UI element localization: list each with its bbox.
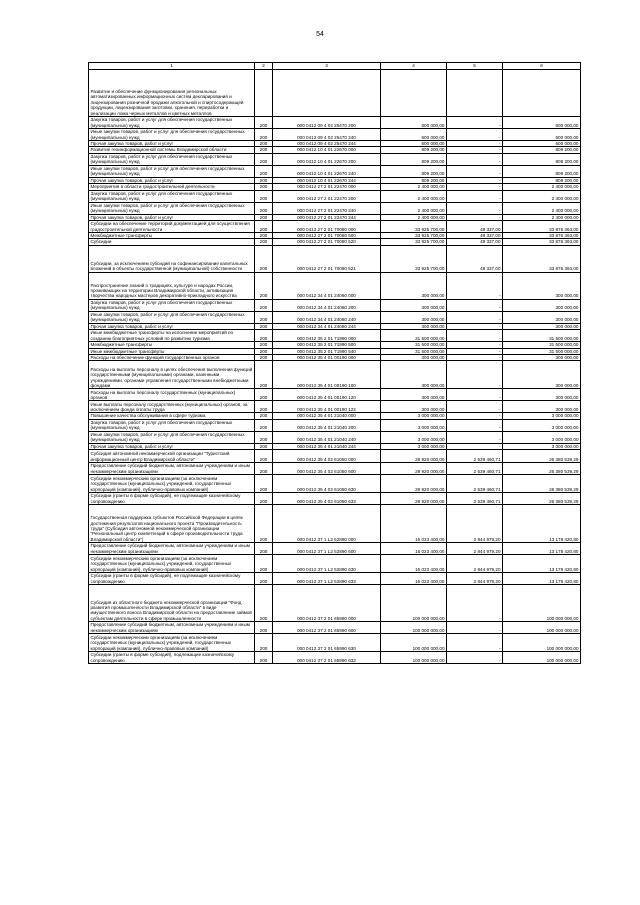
row-classifier-code-cell: 000 0412 09 4 02 25470 244 xyxy=(273,141,381,147)
row-total-amount-cell: 33 876 363,00 xyxy=(503,239,581,245)
row-name-cell: Мероприятия в области градостроительной деятельности xyxy=(89,184,255,190)
row-name-cell: Субсидии (гранты в форме субсидий), не подлежащие казначейскому сопровождению xyxy=(89,493,255,505)
row-approved-amount-cell: 28 920 000,00 xyxy=(381,475,447,493)
row-total-amount-cell: 33 876 363,00 xyxy=(503,245,581,272)
row-name-cell: Закупка товаров, работ и услуг для обеспечения государственных (муниципальных) нужд xyxy=(89,153,255,165)
row-change-amount-cell: 49 337,00 xyxy=(447,239,503,245)
row-total-amount-cell: 300 000,00 xyxy=(503,355,581,361)
row-total-amount-cell: 100 000 000,00 xyxy=(503,652,581,664)
table-row xyxy=(89,401,581,413)
row-name-cell: Распространение знаний о традициях, культуре и народах России, проживающих на территории Владимирской области, активизация творчества народных мастеров декоративно-прикладного искусства xyxy=(89,272,255,299)
row-total-amount-cell: 2 400 000,00 xyxy=(503,202,581,214)
row-code-200-cell: 200 xyxy=(255,233,273,239)
row-code-200-cell: 200 xyxy=(255,299,273,311)
table-row xyxy=(89,202,581,214)
row-name-cell: Иные межбюджетные трансферты на исполнение мероприятий по созданию благоприятных условий по развитию туризма xyxy=(89,330,255,342)
table-row xyxy=(89,165,581,177)
row-code-200-cell: 200 xyxy=(255,431,273,443)
row-name-cell: Прочая закупка товаров, работ и услуг xyxy=(89,214,255,220)
row-classifier-code-cell: 000 0412 35 2 01 71990 540 xyxy=(273,348,381,354)
row-approved-amount-cell: 809 200,00 xyxy=(381,147,447,153)
row-approved-amount-cell: 33 925 700,00 xyxy=(381,245,447,272)
row-total-amount-cell: 3 000 000,00 xyxy=(503,413,581,419)
table-row xyxy=(89,221,581,233)
row-name-cell: Субсидии (гранты в форме субсидий), подлежащие казначейскому сопровождению xyxy=(89,652,255,664)
row-total-amount-cell: 26 380 539,29 xyxy=(503,450,581,463)
row-change-amount-cell: 2 844 979,20 xyxy=(447,555,503,573)
row-total-amount-cell: 3 000 000,00 xyxy=(503,431,581,443)
row-change-amount-cell: - xyxy=(447,147,503,153)
row-classifier-code-cell: 000 0412 37 2 01 65990 630 xyxy=(273,634,381,652)
table-row xyxy=(89,555,581,573)
row-code-200-cell: 200 xyxy=(255,361,273,389)
row-code-200-cell: 200 xyxy=(255,214,273,220)
row-code-200-cell: 200 xyxy=(255,389,273,401)
row-code-200-cell: 200 xyxy=(255,475,273,493)
row-approved-amount-cell: 2 400 000,00 xyxy=(381,184,447,190)
row-name-cell: Субсидии xyxy=(89,239,255,245)
row-code-200-cell: 200 xyxy=(255,450,273,463)
row-code-200-cell: 200 xyxy=(255,117,273,129)
row-approved-amount-cell: 300 000,00 xyxy=(381,401,447,413)
table-header-row xyxy=(89,63,581,70)
row-name-cell: Предоставление субсидий бюджетным, автономным учреждениям и иным некоммерческим организациям xyxy=(89,463,255,475)
row-total-amount-cell: 809 200,00 xyxy=(503,153,581,165)
row-change-amount-cell: 2 844 979,20 xyxy=(447,573,503,585)
row-classifier-code-cell: 000 0412 27 2 01 22470 240 xyxy=(273,202,381,214)
row-total-amount-cell: 13 178 420,80 xyxy=(503,505,581,543)
row-code-200-cell: 200 xyxy=(255,348,273,354)
row-change-amount-cell: - xyxy=(447,184,503,190)
row-change-amount-cell: - xyxy=(447,401,503,413)
table-row xyxy=(89,272,581,299)
row-total-amount-cell: 600 000,00 xyxy=(503,141,581,147)
row-change-amount-cell: - xyxy=(447,141,503,147)
table-row xyxy=(89,117,581,129)
row-code-200-cell: 200 xyxy=(255,505,273,543)
row-change-amount-cell: - xyxy=(447,389,503,401)
row-classifier-code-cell: 000 0412 35 4 02 61050 633 xyxy=(273,493,381,505)
row-approved-amount-cell: 300 000,00 xyxy=(381,272,447,299)
row-code-200-cell: 200 xyxy=(255,239,273,245)
row-change-amount-cell: 49 337,00 xyxy=(447,221,503,233)
row-name-cell: Развитие и обеспечение функционирования региональных автоматизированных информационных систем декларирования и лицензирования розничной продажи алкогольной и спиртосодержащей продукции, лицензирования заготовки, хранения, переработки и реализации лома черных металлов и цветных металлов xyxy=(89,70,255,117)
row-name-cell: Повышение качества обслуживания в сфере туризма xyxy=(89,413,255,419)
table-row xyxy=(89,652,581,664)
row-change-amount-cell: 2 539 460,71 xyxy=(447,463,503,475)
table-row xyxy=(89,450,581,463)
row-code-200-cell: 200 xyxy=(255,463,273,475)
row-classifier-code-cell: 000 0412 34 4 01 24060 240 xyxy=(273,311,381,323)
row-name-cell: Прочая закупка товаров, работ и услуг xyxy=(89,141,255,147)
row-classifier-code-cell: 000 0412 35 4 01 00190 100 xyxy=(273,361,381,389)
table-row xyxy=(89,543,581,555)
row-classifier-code-cell: 000 0412 34 4 01 24060 000 xyxy=(273,272,381,299)
row-approved-amount-cell: 3 000 000,00 xyxy=(381,443,447,449)
row-name-cell: Субсидия из областного бюджета некоммерческой организации "Фонд развития промышленности Владимирской области" в виде имущественного взноса Владимирской области на предоставление займов субъектам деятельности в сфере промышленности xyxy=(89,585,255,622)
table-row xyxy=(89,419,581,431)
row-approved-amount-cell: 2 400 000,00 xyxy=(381,190,447,202)
table-row xyxy=(89,361,581,389)
row-name-cell: Прочая закупка товаров, работ и услуг xyxy=(89,177,255,183)
row-code-200-cell: 200 xyxy=(255,245,273,272)
row-total-amount-cell: 26 380 539,29 xyxy=(503,493,581,505)
row-name-cell: Субсидии некоммерческим организациям (за исключением государственных (муниципальных) учреждений, государственных корпораций (компаний), публично-правовых компаний) xyxy=(89,475,255,493)
table-row xyxy=(89,245,581,272)
table-row xyxy=(89,622,581,634)
row-change-amount-cell: - xyxy=(447,202,503,214)
row-total-amount-cell: 2 400 000,00 xyxy=(503,184,581,190)
row-approved-amount-cell: 31 500 000,00 xyxy=(381,330,447,342)
row-code-200-cell: 200 xyxy=(255,147,273,153)
row-approved-amount-cell: 300 000,00 xyxy=(381,355,447,361)
row-classifier-code-cell: 000 0412 09 4 02 25470 200 xyxy=(273,117,381,129)
row-total-amount-cell: 809 200,00 xyxy=(503,147,581,153)
table-row xyxy=(89,463,581,475)
row-total-amount-cell: 809 200,00 xyxy=(503,165,581,177)
row-total-amount-cell: 13 178 420,80 xyxy=(503,573,581,585)
row-approved-amount-cell: 600 000,00 xyxy=(381,141,447,147)
row-code-200-cell: 200 xyxy=(255,141,273,147)
row-classifier-code-cell: 000 0412 35 4 01 00190 000 xyxy=(273,355,381,361)
column-header: 3 xyxy=(273,63,381,70)
row-total-amount-cell: 809 200,00 xyxy=(503,177,581,183)
row-change-amount-cell: - xyxy=(447,355,503,361)
row-approved-amount-cell: 809 200,00 xyxy=(381,177,447,183)
row-change-amount-cell: - xyxy=(447,342,503,348)
row-change-amount-cell: - xyxy=(447,214,503,220)
row-code-200-cell: 200 xyxy=(255,177,273,183)
row-classifier-code-cell: 000 0412 09 4 02 25470 240 xyxy=(273,129,381,141)
row-total-amount-cell: 100 000 000,00 xyxy=(503,634,581,652)
row-change-amount-cell: - xyxy=(447,330,503,342)
row-code-200-cell: 200 xyxy=(255,272,273,299)
row-change-amount-cell: 2 844 979,20 xyxy=(447,505,503,543)
row-classifier-code-cell: 000 0412 27 2 01 70080 000 xyxy=(273,221,381,233)
row-name-cell: Предоставление субсидий бюджетным, автономным учреждениям и иным некоммерческим организациям xyxy=(89,622,255,634)
row-total-amount-cell: 31 500 000,00 xyxy=(503,342,581,348)
row-name-cell: Расходы на обеспечение функций государственных органов xyxy=(89,355,255,361)
row-approved-amount-cell: 33 925 700,00 xyxy=(381,233,447,239)
row-code-200-cell: 200 xyxy=(255,622,273,634)
budget-table xyxy=(88,62,581,664)
row-change-amount-cell: 2 844 979,20 xyxy=(447,543,503,555)
table-row xyxy=(89,585,581,622)
row-code-200-cell: 200 xyxy=(255,585,273,622)
row-code-200-cell: 200 xyxy=(255,202,273,214)
row-total-amount-cell: 300 000,00 xyxy=(503,323,581,329)
row-name-cell: Расходы на выплаты персоналу в целях обеспечения выполнения функций государственными (муниципальными) органами, казенными учреждениями, органами управления государственными внебюджетными фондами xyxy=(89,361,255,389)
row-total-amount-cell: 100 000 000,00 xyxy=(503,585,581,622)
row-code-200-cell xyxy=(255,70,273,117)
row-change-amount-cell xyxy=(447,70,503,117)
row-total-amount-cell: 2 400 000,00 xyxy=(503,214,581,220)
row-code-200-cell: 200 xyxy=(255,311,273,323)
row-classifier-code-cell: 000 0412 37 1 L2 52890 630 xyxy=(273,555,381,573)
row-classifier-code-cell: 000 0412 35 4 01 00190 122 xyxy=(273,401,381,413)
row-approved-amount-cell: 16 023 400,00 xyxy=(381,505,447,543)
row-classifier-code-cell: 000 0412 34 4 01 24060 244 xyxy=(273,323,381,329)
row-classifier-code-cell: 000 0412 27 2 01 70080 520 xyxy=(273,239,381,245)
row-change-amount-cell: - xyxy=(447,348,503,354)
row-change-amount-cell: - xyxy=(447,165,503,177)
column-header: 4 xyxy=(381,63,447,70)
row-code-200-cell: 200 xyxy=(255,543,273,555)
row-name-cell: Предоставление субсидий бюджетным, автономным учреждениям и иным некоммерческим организациям xyxy=(89,543,255,555)
row-approved-amount-cell: 3 000 000,00 xyxy=(381,419,447,431)
row-classifier-code-cell: 000 0412 37 2 01 65990 600 xyxy=(273,622,381,634)
row-classifier-code-cell: 000 0412 37 1 L2 52890 600 xyxy=(273,543,381,555)
row-approved-amount-cell: 33 925 700,00 xyxy=(381,221,447,233)
row-name-cell: Субсидии, за исключением субсидий на софинансирование капитальных вложений в объекты государственной (муниципальной) собственности xyxy=(89,245,255,272)
row-name-cell: Иные выплаты персоналу государственных (муниципальных) органов, за исключением фонда оплаты труда xyxy=(89,401,255,413)
row-code-200-cell: 200 xyxy=(255,221,273,233)
row-classifier-code-cell: 000 0412 37 1 L2 52890 633 xyxy=(273,573,381,585)
row-approved-amount-cell: 31 500 000,00 xyxy=(381,342,447,348)
row-classifier-code-cell: 000 0412 27 2 01 70080 521 xyxy=(273,245,381,272)
row-approved-amount-cell: 31 500 000,00 xyxy=(381,348,447,354)
row-code-200-cell: 200 xyxy=(255,184,273,190)
row-name-cell: Иные закупки товаров, работ и услуг для обеспечения государственных (муниципальных) нужд xyxy=(89,202,255,214)
table-row xyxy=(89,475,581,493)
row-total-amount-cell: 300 000,00 xyxy=(503,272,581,299)
row-code-200-cell: 200 xyxy=(255,153,273,165)
table-row xyxy=(89,634,581,652)
row-classifier-code-cell: 000 0412 35 2 01 71990 500 xyxy=(273,342,381,348)
row-code-200-cell: 200 xyxy=(255,342,273,348)
row-code-200-cell: 200 xyxy=(255,573,273,585)
row-approved-amount-cell: 28 920 000,00 xyxy=(381,493,447,505)
row-total-amount-cell: 3 000 000,00 xyxy=(503,443,581,449)
row-total-amount-cell: 31 500 000,00 xyxy=(503,330,581,342)
row-name-cell: Субсидии на обеспечение территорий документацией для осуществления градостроительной деятельности xyxy=(89,221,255,233)
row-classifier-code-cell: 000 0412 35 4 02 61050 000 xyxy=(273,450,381,463)
row-approved-amount-cell: 809 200,00 xyxy=(381,165,447,177)
row-classifier-code-cell: 000 0412 37 2 01 65990 000 xyxy=(273,585,381,622)
row-approved-amount-cell: 100 000 000,00 xyxy=(381,622,447,634)
row-approved-amount-cell: 28 920 000,00 xyxy=(381,463,447,475)
row-approved-amount-cell xyxy=(381,70,447,117)
row-classifier-code-cell: 000 0412 35 4 02 61050 630 xyxy=(273,475,381,493)
row-approved-amount-cell: 300 000,00 xyxy=(381,323,447,329)
row-classifier-code-cell: 000 0412 35 4 01 00190 120 xyxy=(273,389,381,401)
row-approved-amount-cell: 16 023 400,00 xyxy=(381,573,447,585)
row-name-cell: Развитие геоинформационной системы Владимирской области xyxy=(89,147,255,153)
row-name-cell: Иные закупки товаров, работ и услуг для обеспечения государственных (муниципальных) нужд xyxy=(89,431,255,443)
row-name-cell: Закупка товаров, работ и услуг для обеспечения государственных (муниципальных) нужд xyxy=(89,299,255,311)
row-classifier-code-cell: 000 0412 35 4 01 21040 240 xyxy=(273,431,381,443)
table-row xyxy=(89,431,581,443)
row-classifier-code-cell: 000 0412 35 4 01 21040 200 xyxy=(273,419,381,431)
table-row xyxy=(89,389,581,401)
row-approved-amount-cell: 16 023 400,00 xyxy=(381,555,447,573)
table-row xyxy=(89,311,581,323)
row-classifier-code-cell: 000 0412 27 2 01 22470 000 xyxy=(273,184,381,190)
table-row xyxy=(89,190,581,202)
row-classifier-code-cell: 000 0412 37 1 L2 52890 000 xyxy=(273,505,381,543)
row-name-cell: Иные межбюджетные трансферты xyxy=(89,348,255,354)
row-change-amount-cell: - xyxy=(447,622,503,634)
row-change-amount-cell: - xyxy=(447,419,503,431)
row-code-200-cell: 200 xyxy=(255,634,273,652)
row-code-200-cell: 200 xyxy=(255,493,273,505)
row-change-amount-cell: - xyxy=(447,585,503,622)
row-classifier-code-cell: 000 0412 35 2 01 71990 000 xyxy=(273,330,381,342)
row-change-amount-cell: - xyxy=(447,413,503,419)
table-row xyxy=(89,70,581,117)
table-row xyxy=(89,493,581,505)
column-header: 6 xyxy=(503,63,581,70)
row-approved-amount-cell: 2 400 000,00 xyxy=(381,202,447,214)
row-change-amount-cell: - xyxy=(447,361,503,389)
row-total-amount-cell: 600 000,00 xyxy=(503,129,581,141)
row-name-cell: Прочая закупка товаров, работ и услуг xyxy=(89,443,255,449)
row-approved-amount-cell: 16 023 400,00 xyxy=(381,543,447,555)
row-total-amount-cell: 33 876 363,00 xyxy=(503,233,581,239)
row-classifier-code-cell: 000 0412 27 2 01 22470 244 xyxy=(273,214,381,220)
row-name-cell: Субсидии некоммерческим организациям (за исключением государственных (муниципальных) учреждений, государственных корпораций (компаний), публично-правовых компаний) xyxy=(89,555,255,573)
row-change-amount-cell: - xyxy=(447,323,503,329)
row-code-200-cell: 200 xyxy=(255,129,273,141)
column-header: 2 xyxy=(255,63,273,70)
row-classifier-code-cell: 000 0412 10 4 01 22670 200 xyxy=(273,153,381,165)
row-classifier-code-cell: 000 0412 10 4 01 22670 000 xyxy=(273,147,381,153)
row-classifier-code-cell: 000 0412 35 4 01 21040 000 xyxy=(273,413,381,419)
row-approved-amount-cell: 600 000,00 xyxy=(381,117,447,129)
row-change-amount-cell: - xyxy=(447,299,503,311)
table-row xyxy=(89,573,581,585)
row-change-amount-cell: - xyxy=(447,153,503,165)
column-header: 1 xyxy=(89,63,255,70)
row-name-cell: Субсидии (гранты в форме субсидий), не подлежащие казначейскому сопровождению xyxy=(89,573,255,585)
row-name-cell: Закупка товаров, работ и услуг для обеспечения государственных (муниципальных) нужд xyxy=(89,117,255,129)
row-name-cell: Закупка товаров, работ и услуг для обеспечения государственных (муниципальных) нужд xyxy=(89,419,255,431)
row-name-cell: Государственная поддержка субъектов Российской Федерации в целях достижения результатов национального проекта "Производительность труда" (Субсидия автономной некоммерческой организации "Региональный центр компетенций в сфере производительности труда Владимирской области") xyxy=(89,505,255,543)
row-classifier-code-cell: 000 0412 37 2 01 65990 632 xyxy=(273,652,381,664)
row-code-200-cell: 200 xyxy=(255,165,273,177)
row-name-cell: Иные закупки товаров, работ и услуг для обеспечения государственных (муниципальных) нужд xyxy=(89,129,255,141)
row-code-200-cell: 200 xyxy=(255,355,273,361)
row-approved-amount-cell: 100 000 000,00 xyxy=(381,652,447,664)
row-change-amount-cell: - xyxy=(447,443,503,449)
row-approved-amount-cell: 300 000,00 xyxy=(381,361,447,389)
row-approved-amount-cell: 3 000 000,00 xyxy=(381,413,447,419)
row-change-amount-cell: 49 337,00 xyxy=(447,233,503,239)
row-total-amount-cell: 100 000 000,00 xyxy=(503,622,581,634)
row-name-cell: Иные закупки товаров, работ и услуг для обеспечения государственных (муниципальных) нужд xyxy=(89,165,255,177)
row-total-amount-cell: 26 380 539,29 xyxy=(503,463,581,475)
row-total-amount-cell: 13 178 420,80 xyxy=(503,555,581,573)
row-approved-amount-cell: 600 000,00 xyxy=(381,129,447,141)
row-approved-amount-cell: 28 920 000,00 xyxy=(381,450,447,463)
row-name-cell: Субсидия автономной некоммерческой организации "Туристский информационный центр Владимирской области" xyxy=(89,450,255,463)
row-name-cell: Расходы на выплаты персоналу государственных (муниципальных) органов xyxy=(89,389,255,401)
row-code-200-cell: 200 xyxy=(255,401,273,413)
row-approved-amount-cell: 3 000 000,00 xyxy=(381,431,447,443)
row-classifier-code-cell: 000 0412 34 4 01 24060 200 xyxy=(273,299,381,311)
row-change-amount-cell: 2 539 460,71 xyxy=(447,450,503,463)
row-change-amount-cell: - xyxy=(447,431,503,443)
row-code-200-cell: 200 xyxy=(255,652,273,664)
row-change-amount-cell: - xyxy=(447,634,503,652)
row-total-amount-cell: 33 876 363,00 xyxy=(503,221,581,233)
table-row xyxy=(89,299,581,311)
row-name-cell: Субсидии некоммерческим организациям (за исключением государственных (муниципальных) учреждений, государственных корпораций (компаний), публично-правовых компаний) xyxy=(89,634,255,652)
row-code-200-cell: 200 xyxy=(255,413,273,419)
row-name-cell: Иные закупки товаров, работ и услуг для обеспечения государственных (муниципальных) нужд xyxy=(89,311,255,323)
row-total-amount-cell xyxy=(503,70,581,117)
row-code-200-cell: 200 xyxy=(255,555,273,573)
row-total-amount-cell: 600 000,00 xyxy=(503,117,581,129)
row-change-amount-cell: - xyxy=(447,272,503,299)
row-approved-amount-cell: 300 000,00 xyxy=(381,389,447,401)
row-name-cell: Закупка товаров, работ и услуг для обеспечения государственных (муниципальных) нужд xyxy=(89,190,255,202)
row-change-amount-cell: 2 539 460,71 xyxy=(447,475,503,493)
row-change-amount-cell: - xyxy=(447,177,503,183)
table-row xyxy=(89,153,581,165)
row-code-200-cell: 200 xyxy=(255,323,273,329)
row-name-cell: Межбюджетные трансферты xyxy=(89,342,255,348)
row-approved-amount-cell: 33 925 700,00 xyxy=(381,239,447,245)
row-code-200-cell: 200 xyxy=(255,190,273,202)
row-total-amount-cell: 31 500 000,00 xyxy=(503,348,581,354)
row-total-amount-cell: 3 000 000,00 xyxy=(503,419,581,431)
row-classifier-code-cell: 000 0412 10 4 01 22670 244 xyxy=(273,177,381,183)
page-number: 54 xyxy=(316,31,324,38)
row-code-200-cell: 200 xyxy=(255,419,273,431)
row-total-amount-cell: 300 000,00 xyxy=(503,401,581,413)
row-total-amount-cell: 13 178 420,80 xyxy=(503,543,581,555)
row-total-amount-cell: 300 000,00 xyxy=(503,389,581,401)
row-total-amount-cell: 300 000,00 xyxy=(503,311,581,323)
row-total-amount-cell: 2 400 000,00 xyxy=(503,190,581,202)
row-change-amount-cell: 2 539 460,71 xyxy=(447,493,503,505)
table-row xyxy=(89,505,581,543)
row-change-amount-cell: - xyxy=(447,311,503,323)
row-change-amount-cell: - xyxy=(447,129,503,141)
row-total-amount-cell: 26 380 539,29 xyxy=(503,475,581,493)
row-change-amount-cell: - xyxy=(447,190,503,202)
row-total-amount-cell: 300 000,00 xyxy=(503,361,581,389)
row-approved-amount-cell: 100 000 000,00 xyxy=(381,585,447,622)
column-header: 5 xyxy=(447,63,503,70)
row-name-cell: Межбюджетные трансферты xyxy=(89,233,255,239)
row-name-cell: Прочая закупка товаров, работ и услуг xyxy=(89,323,255,329)
row-code-200-cell: 200 xyxy=(255,330,273,342)
table-row xyxy=(89,129,581,141)
row-approved-amount-cell: 2 400 000,00 xyxy=(381,214,447,220)
row-classifier-code-cell xyxy=(273,70,381,117)
row-change-amount-cell: - xyxy=(447,652,503,664)
table-row xyxy=(89,330,581,342)
row-change-amount-cell: - xyxy=(447,117,503,129)
row-classifier-code-cell: 000 0412 27 2 01 70080 500 xyxy=(273,233,381,239)
row-classifier-code-cell: 000 0412 35 4 01 21040 244 xyxy=(273,443,381,449)
row-total-amount-cell: 300 000,00 xyxy=(503,299,581,311)
row-approved-amount-cell: 300 000,00 xyxy=(381,299,447,311)
row-approved-amount-cell: 809 200,00 xyxy=(381,153,447,165)
row-classifier-code-cell: 000 0412 10 4 01 22670 240 xyxy=(273,165,381,177)
row-approved-amount-cell: 300 000,00 xyxy=(381,311,447,323)
row-classifier-code-cell: 000 0412 27 2 01 22470 200 xyxy=(273,190,381,202)
row-code-200-cell: 200 xyxy=(255,443,273,449)
row-classifier-code-cell: 000 0412 35 4 02 61050 600 xyxy=(273,463,381,475)
row-approved-amount-cell: 100 000 000,00 xyxy=(381,634,447,652)
row-change-amount-cell: 49 337,00 xyxy=(447,245,503,272)
